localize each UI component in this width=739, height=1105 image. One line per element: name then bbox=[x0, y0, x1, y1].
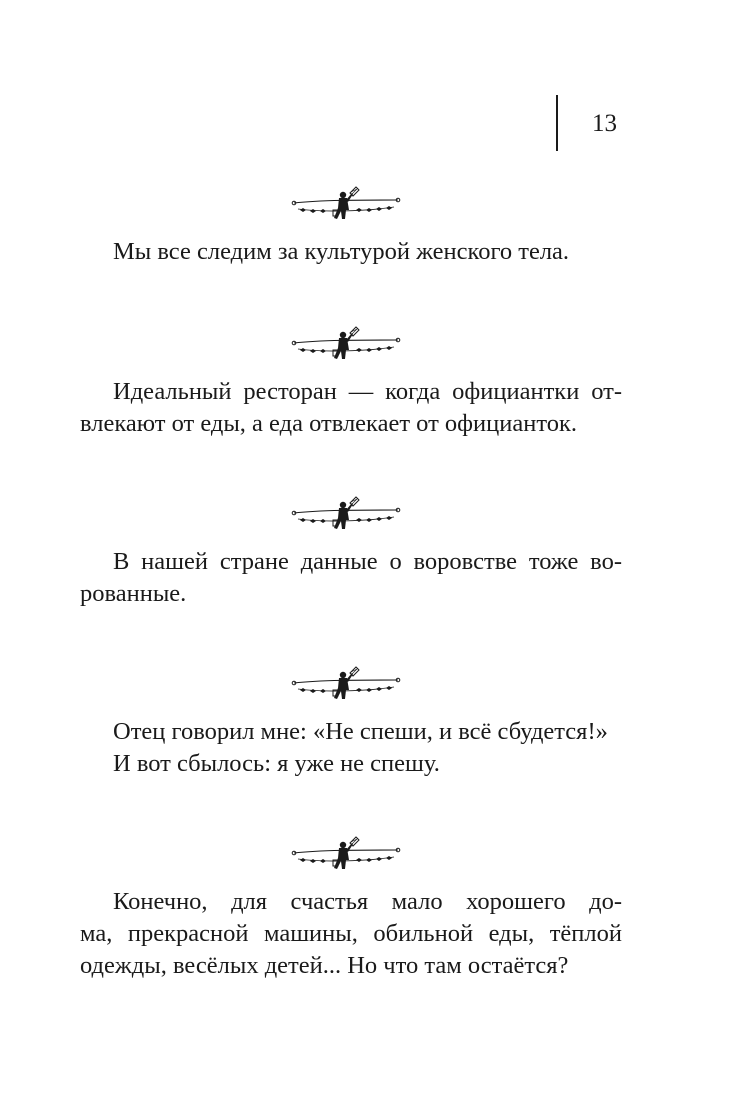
aphorism-2 bbox=[80, 376, 622, 440]
aphorism-line: Мы все следим за культурой женского тела. bbox=[113, 238, 570, 265]
page-number: 13 bbox=[592, 110, 617, 137]
aphorism-line: Конечно, для счастья мало хорошего до- bbox=[113, 888, 622, 915]
aphorism-line: рованные. bbox=[80, 580, 187, 607]
fisherman-ornament-icon bbox=[290, 666, 402, 706]
aphorism-line: Отец говорил мне: «Не спеши, и всё сбудется!» bbox=[113, 718, 608, 745]
fisherman-ornament-icon bbox=[290, 496, 402, 536]
aphorism-1 bbox=[80, 236, 622, 268]
aphorism-line: И вот сбылось: я уже не спешу. bbox=[113, 750, 440, 777]
aphorism-line: Идеальный ресторан — когда официантки от- bbox=[113, 378, 622, 405]
fisherman-ornament-icon bbox=[290, 326, 402, 366]
aphorism-line: одежды, весёлых детей... Но что там остаётся? bbox=[80, 952, 569, 979]
aphorism-line: влекают от еды, а еда отвлекает от официанток. bbox=[80, 410, 578, 437]
fisherman-ornament-icon bbox=[290, 836, 402, 876]
aphorism-3 bbox=[80, 546, 622, 610]
aphorism-5 bbox=[80, 886, 622, 982]
header-rule bbox=[556, 95, 558, 151]
fisherman-ornament-icon bbox=[290, 186, 402, 226]
aphorism-line: В нашей стране данные о воровстве тоже во- bbox=[113, 548, 622, 575]
aphorism-4 bbox=[80, 716, 622, 780]
aphorism-line: ма, прекрасной машины, обильной еды, тёплой bbox=[80, 920, 622, 947]
